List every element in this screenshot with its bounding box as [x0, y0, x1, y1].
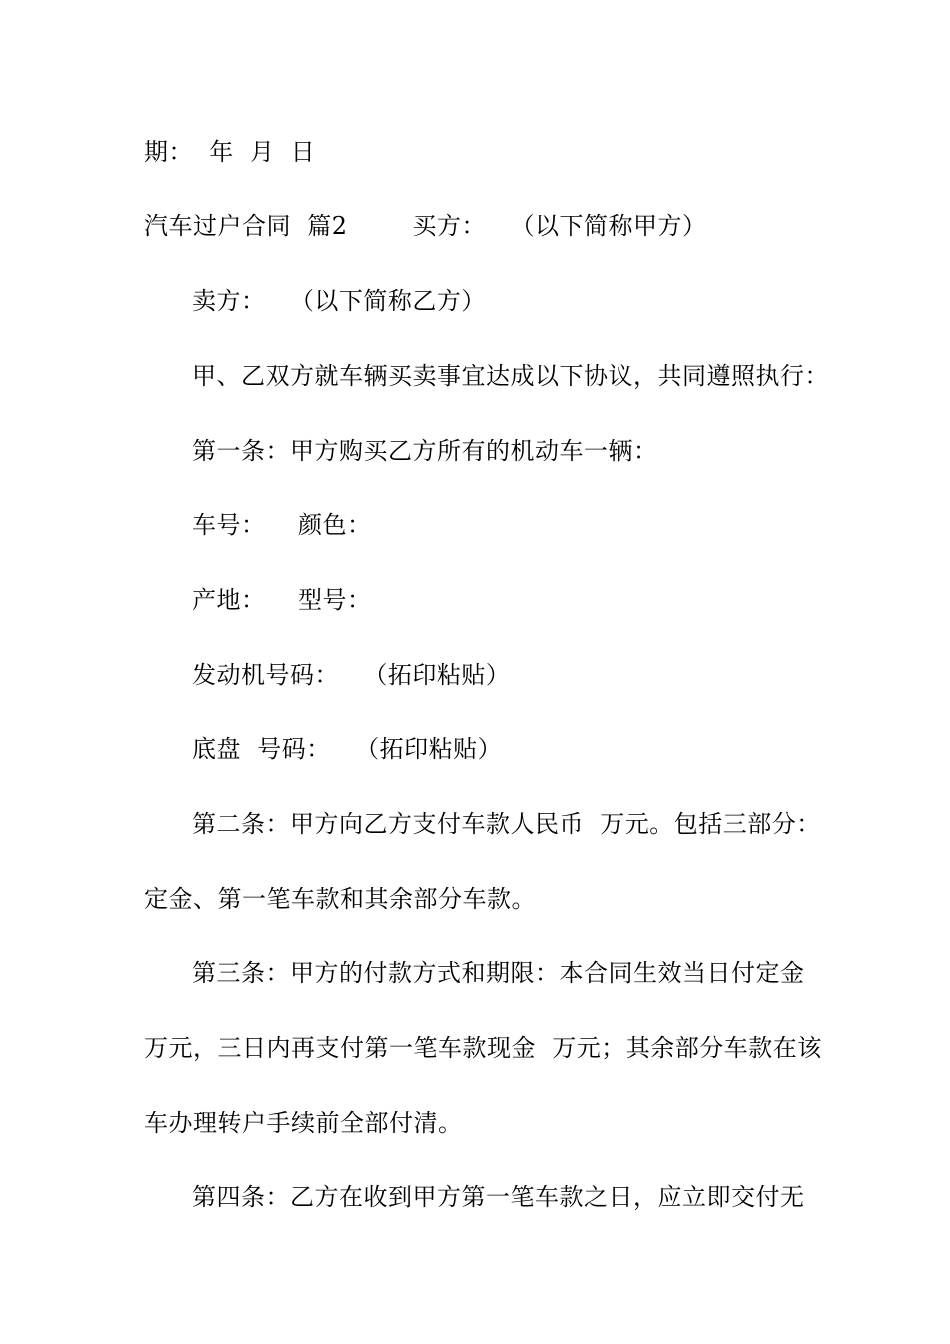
date-line: 期： 年 月 日: [144, 138, 316, 166]
article-two-line: 第二条：甲方向乙方支付车款人民币 万元。包括三部分：: [192, 810, 821, 838]
seller-line: 卖方： （以下简称乙方）: [192, 287, 486, 315]
origin-model-line: 产地： 型号：: [192, 586, 372, 614]
article-three-continued-line: 万元，三日内再支付第一笔车款现金 万元；其余部分车款在该: [144, 1034, 822, 1062]
article-four-line: 第四条：乙方在收到甲方第一笔车款之日，应立即交付无: [192, 1183, 805, 1211]
engine-number-line: 发动机号码： （拓印粘贴）: [192, 661, 511, 689]
chassis-number-line: 底盘 号码： （拓印粘贴）: [192, 735, 503, 763]
article-three-line: 第三条：甲方的付款方式和期限：本合同生效当日付定金: [192, 959, 805, 987]
article-three-end-line: 车办理转户手续前全部付清。: [144, 1109, 463, 1137]
plate-color-line: 车号： 颜色：: [192, 511, 372, 539]
contract-title-buyer-line: 汽车过户合同 篇2 买方： （以下简称甲方）: [144, 212, 707, 240]
agreement-intro-line: 甲、乙双方就车辆买卖事宜达成以下协议，共同遵照执行：: [192, 362, 829, 390]
article-two-continued-line: 定金、第一笔车款和其余部分车款。: [144, 885, 536, 913]
article-one-line: 第一条：甲方购买乙方所有的机动车一辆：: [192, 437, 658, 465]
